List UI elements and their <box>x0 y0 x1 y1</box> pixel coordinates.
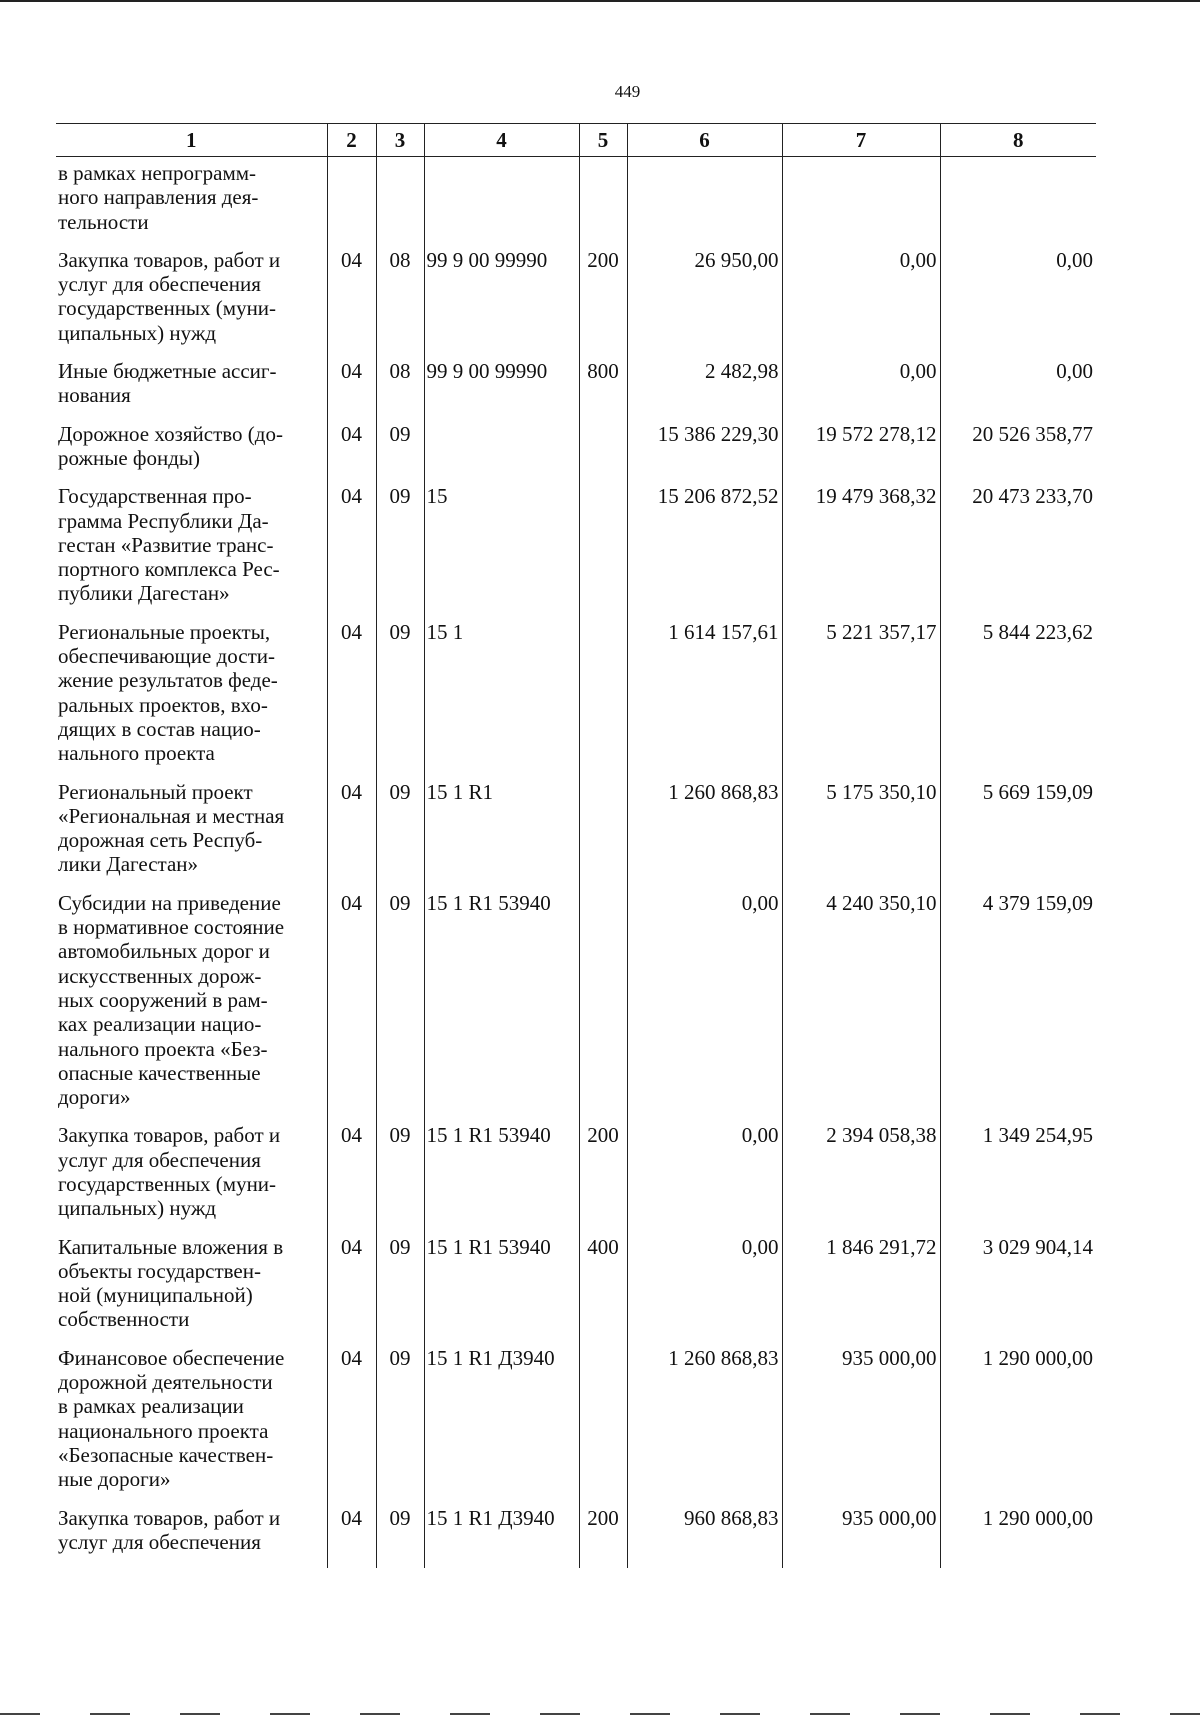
section-code-cell <box>327 157 376 248</box>
description-line: Иные бюджетные ассиг- <box>58 359 277 384</box>
target-article-cell: 15 1 R1 53940 <box>424 1123 579 1234</box>
amount-col8-cell: 4 379 159,09 <box>940 891 1096 1124</box>
expense-type-cell: 200 <box>579 1506 627 1569</box>
target-article-cell: 15 1 R1 Д3940 <box>424 1506 579 1569</box>
description-line: ципальных) нужд <box>58 1196 217 1221</box>
subsection-code-cell <box>376 157 424 248</box>
amount-col7-cell: 19 572 278,12 <box>782 422 940 485</box>
description-line: услуг для обеспечения <box>58 272 261 297</box>
amount-col6-cell: 0,00 <box>627 891 782 1124</box>
column-header-1: 1 <box>56 124 327 157</box>
amount-col6-cell: 1 614 157,61 <box>627 620 782 780</box>
description-line: жение результатов феде- <box>58 668 278 693</box>
description-line: дорожной деятельности <box>58 1370 273 1395</box>
amount-col7-cell: 0,00 <box>782 359 940 422</box>
description-line: Дорожное хозяйство (до- <box>58 421 283 446</box>
table-row <box>56 1235 1096 1346</box>
description-line: Государственная про- <box>58 484 252 509</box>
amount-col8-cell: 20 526 358,77 <box>940 422 1096 485</box>
description-line: лики Дагестан» <box>58 852 199 877</box>
description-line: публики Дагестан» <box>58 581 230 606</box>
description-line: портного комплекса Рес- <box>58 557 280 582</box>
description-line: государственных (муни- <box>58 296 277 321</box>
description-line: Региональный проект <box>58 779 253 804</box>
table-row <box>56 248 1096 359</box>
target-article-cell: 15 1 R1 <box>424 780 579 891</box>
description-cell <box>56 359 327 422</box>
description-line: грамма Республики Да- <box>58 508 269 533</box>
table-row <box>56 359 1096 422</box>
amount-col8-cell <box>940 157 1096 248</box>
top-border-line <box>0 0 1200 2</box>
subsection-code-cell: 09 <box>376 422 424 485</box>
amount-col7-cell: 0,00 <box>782 248 940 359</box>
table-row <box>56 780 1096 891</box>
amount-col7-cell: 5 175 350,10 <box>782 780 940 891</box>
section-code-cell: 04 <box>327 359 376 422</box>
table-row <box>56 1123 1096 1234</box>
subsection-code-cell: 09 <box>376 780 424 891</box>
subsection-code-cell: 09 <box>376 1506 424 1569</box>
description-line: ках реализации нацио- <box>58 1012 262 1037</box>
amount-col6-cell: 0,00 <box>627 1235 782 1346</box>
amount-col8-cell: 1 290 000,00 <box>940 1506 1096 1569</box>
subsection-code-cell: 09 <box>376 1123 424 1234</box>
section-code-cell: 04 <box>327 1123 376 1234</box>
section-code-cell: 04 <box>327 1235 376 1346</box>
subsection-code-cell: 08 <box>376 248 424 359</box>
description-line: Закупка товаров, работ и <box>58 1123 281 1148</box>
subsection-code-cell: 09 <box>376 1346 424 1506</box>
description-line: услуг для обеспечения <box>58 1147 261 1172</box>
amount-col7-cell: 5 221 357,17 <box>782 620 940 780</box>
description-line: обеспечивающие дости- <box>58 644 275 669</box>
amount-col7-cell: 935 000,00 <box>782 1346 940 1506</box>
description-cell <box>56 1346 327 1506</box>
subsection-code-cell: 09 <box>376 484 424 619</box>
amount-col8-cell: 5 844 223,62 <box>940 620 1096 780</box>
amount-col7-cell <box>782 157 940 248</box>
section-code-cell: 04 <box>327 1506 376 1569</box>
expense-type-cell <box>579 157 627 248</box>
description-line: национального проекта <box>58 1418 269 1443</box>
expense-type-cell <box>579 484 627 619</box>
amount-col8-cell: 0,00 <box>940 248 1096 359</box>
table-row <box>56 891 1096 1124</box>
expense-type-cell: 400 <box>579 1235 627 1346</box>
description-line: ные дороги» <box>58 1467 171 1492</box>
budget-table <box>56 123 1096 1568</box>
target-article-cell: 15 1 R1 53940 <box>424 891 579 1124</box>
description-line: «Региональная и местная <box>58 803 285 828</box>
column-header-4: 4 <box>424 124 579 157</box>
column-header-2: 2 <box>327 124 376 157</box>
description-cell <box>56 422 327 485</box>
target-article-cell: 15 1 <box>424 620 579 780</box>
column-header-5: 5 <box>579 124 627 157</box>
description-line: в нормативное состояние <box>58 915 285 940</box>
description-line: в рамках реализации <box>58 1394 244 1419</box>
description-cell <box>56 891 327 1124</box>
target-article-cell <box>424 422 579 485</box>
expense-type-cell <box>579 891 627 1124</box>
description-cell <box>56 1506 327 1569</box>
description-line: Региональные проекты, <box>58 619 271 644</box>
expense-type-cell: 800 <box>579 359 627 422</box>
description-line: нования <box>58 383 131 408</box>
section-code-cell: 04 <box>327 422 376 485</box>
description-line: нального проекта <box>58 741 215 766</box>
description-line: дящих в состав нацио- <box>58 716 261 741</box>
subsection-code-cell: 09 <box>376 620 424 780</box>
description-line: «Безопасные качествен- <box>58 1442 274 1467</box>
column-header-3: 3 <box>376 124 424 157</box>
description-cell <box>56 157 327 248</box>
amount-col7-cell: 2 394 058,38 <box>782 1123 940 1234</box>
expense-type-cell: 200 <box>579 1123 627 1234</box>
amount-col8-cell: 3 029 904,14 <box>940 1235 1096 1346</box>
column-header-8: 8 <box>940 124 1096 157</box>
description-line: Капитальные вложения в <box>58 1234 284 1259</box>
section-code-cell: 04 <box>327 891 376 1124</box>
amount-col7-cell: 935 000,00 <box>782 1506 940 1569</box>
amount-col6-cell: 15 386 229,30 <box>627 422 782 485</box>
amount-col6-cell: 15 206 872,52 <box>627 484 782 619</box>
description-cell <box>56 1235 327 1346</box>
amount-col7-cell: 1 846 291,72 <box>782 1235 940 1346</box>
section-code-cell: 04 <box>327 484 376 619</box>
table-body <box>56 157 1096 1569</box>
amount-col7-cell: 4 240 350,10 <box>782 891 940 1124</box>
target-article-cell: 99 9 00 99990 <box>424 359 579 422</box>
page-number: 449 <box>614 82 641 101</box>
description-line: ципальных) нужд <box>58 320 217 345</box>
table-row <box>56 1506 1096 1569</box>
description-line: ральных проектов, вхо- <box>58 692 268 717</box>
description-line: гестан «Развитие транс- <box>58 532 274 557</box>
expense-type-cell <box>579 780 627 891</box>
expense-type-cell <box>579 620 627 780</box>
target-article-cell <box>424 157 579 248</box>
subsection-code-cell: 09 <box>376 1235 424 1346</box>
description-line: автомобильных дорог и <box>58 939 270 964</box>
column-header-6: 6 <box>627 124 782 157</box>
description-cell <box>56 248 327 359</box>
table-row <box>56 422 1096 485</box>
amount-col8-cell: 20 473 233,70 <box>940 484 1096 619</box>
amount-col8-cell: 0,00 <box>940 359 1096 422</box>
description-line: в рамках непрограмм- <box>58 161 257 185</box>
amount-col7-cell: 19 479 368,32 <box>782 484 940 619</box>
description-line: дороги» <box>58 1085 131 1110</box>
table-row <box>56 1346 1096 1506</box>
target-article-cell: 15 1 R1 Д3940 <box>424 1346 579 1506</box>
amount-col6-cell: 26 950,00 <box>627 248 782 359</box>
column-header-7: 7 <box>782 124 940 157</box>
description-line: Закупка товаров, работ и <box>58 1505 281 1530</box>
description-line: собственности <box>58 1307 190 1332</box>
expense-type-cell <box>579 422 627 485</box>
amount-col6-cell <box>627 157 782 248</box>
target-article-cell: 99 9 00 99990 <box>424 248 579 359</box>
description-line: объекты государствен- <box>58 1258 261 1283</box>
expense-type-cell <box>579 1346 627 1506</box>
amount-col6-cell: 1 260 868,83 <box>627 780 782 891</box>
description-line: услуг для обеспечения <box>58 1529 261 1554</box>
description-line: нального проекта «Без- <box>58 1036 268 1061</box>
description-cell <box>56 620 327 780</box>
amount-col8-cell: 5 669 159,09 <box>940 780 1096 891</box>
amount-col8-cell: 1 349 254,95 <box>940 1123 1096 1234</box>
amount-col6-cell: 1 260 868,83 <box>627 1346 782 1506</box>
section-code-cell: 04 <box>327 248 376 359</box>
table-row <box>56 620 1096 780</box>
section-code-cell: 04 <box>327 1346 376 1506</box>
bottom-border-line <box>0 1713 1200 1715</box>
description-line: искусственных дорож- <box>58 963 262 988</box>
target-article-cell: 15 1 R1 53940 <box>424 1235 579 1346</box>
table-row <box>56 157 1096 248</box>
description-line: Закупка товаров, работ и <box>58 247 281 272</box>
subsection-code-cell: 08 <box>376 359 424 422</box>
amount-col6-cell: 2 482,98 <box>627 359 782 422</box>
description-line: ной (муниципальной) <box>58 1283 253 1308</box>
expense-type-cell: 200 <box>579 248 627 359</box>
description-line: рожные фонды) <box>58 445 201 470</box>
description-cell <box>56 780 327 891</box>
description-cell <box>56 1123 327 1234</box>
description-line: Финансовое обеспечение <box>58 1345 285 1370</box>
description-line: ного направления дея- <box>58 185 259 210</box>
table-row <box>56 484 1096 619</box>
subsection-code-cell: 09 <box>376 891 424 1124</box>
target-article-cell: 15 <box>424 484 579 619</box>
description-cell <box>56 484 327 619</box>
section-code-cell: 04 <box>327 620 376 780</box>
amount-col8-cell: 1 290 000,00 <box>940 1346 1096 1506</box>
description-line: дорожная сеть Респуб- <box>58 828 263 853</box>
amount-col6-cell: 0,00 <box>627 1123 782 1234</box>
description-line: ных сооружений в рам- <box>58 987 268 1012</box>
description-line: Субсидии на приведение <box>58 890 281 915</box>
description-line: опасные качественные <box>58 1060 261 1085</box>
section-code-cell: 04 <box>327 780 376 891</box>
header-row <box>56 124 1096 157</box>
description-line: государственных (муни- <box>58 1171 277 1196</box>
description-line: тельности <box>58 209 149 234</box>
amount-col6-cell: 960 868,83 <box>627 1506 782 1569</box>
